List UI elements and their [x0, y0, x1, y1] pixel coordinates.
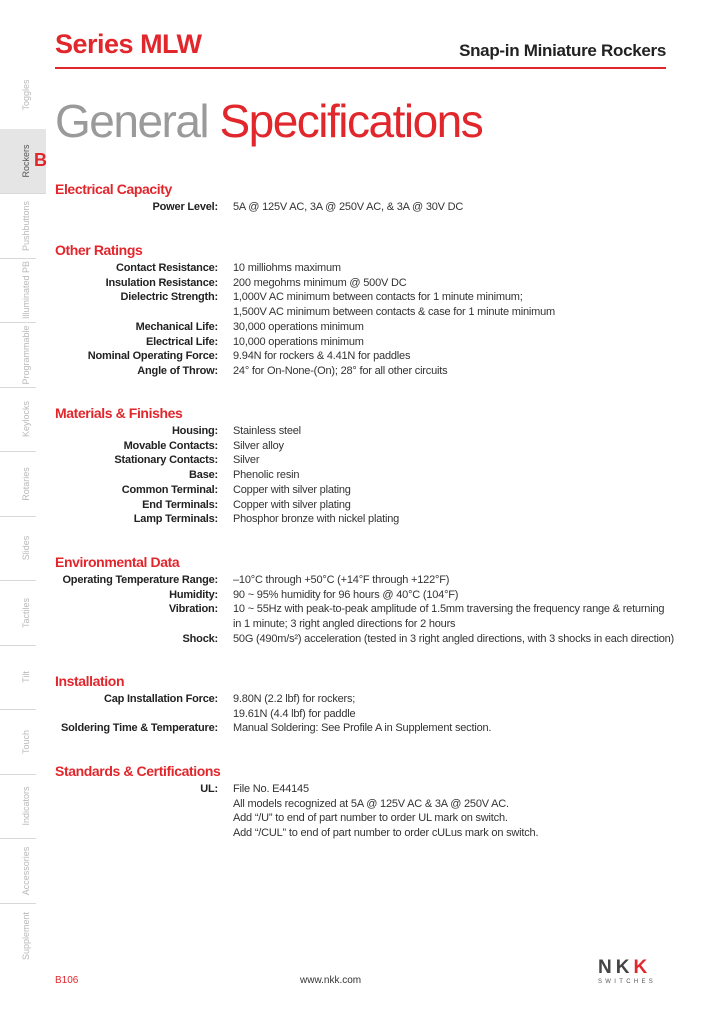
spec-key: Soldering Time & Temperature:: [61, 722, 218, 735]
spec-value: 90 ~ 95% humidity for 96 hours @ 40°C (104°F): [233, 588, 459, 601]
tab-label: Touch: [21, 729, 31, 754]
spec-key: Housing:: [171, 425, 218, 437]
spec-value: 10,000 operations minimum: [233, 335, 364, 348]
tab-label: Illuminated PB: [21, 260, 31, 320]
tab-label: Toggles: [21, 78, 31, 111]
spec-value: Phosphor bronze with nickel plating: [233, 513, 400, 526]
section-title: Standards & Certifications: [55, 763, 221, 779]
spec-value: 10 milliohms maximum: [233, 262, 341, 274]
spec-value: 200 megohms minimum @ 500V DC: [233, 276, 407, 289]
spec-row: [55, 468, 675, 483]
spec-value: Copper with silver plating: [233, 483, 351, 496]
spec-key: Insulation Resistance:: [105, 276, 218, 289]
spec-row: [55, 483, 675, 498]
spec-row: [55, 782, 675, 797]
tab-label: Keylocks: [21, 400, 31, 438]
spec-row: [55, 439, 675, 454]
spec-value: Add “/CUL” to end of part number to order cULus mark on switch.: [233, 827, 539, 840]
spec-value: 24° for On-None-(On); 28° for all other circuits: [233, 364, 448, 377]
section-electrical-capacity: [55, 180, 675, 215]
spec-key: Contact Resistance:: [116, 262, 218, 274]
spec-row: [55, 349, 675, 364]
tab-tactiles[interactable]: [0, 580, 36, 646]
section-standards-certifications: [55, 762, 675, 841]
spec-row: [55, 364, 675, 379]
spec-row: [55, 453, 675, 468]
spec-key: Vibration:: [168, 603, 218, 616]
spec-row: [55, 692, 675, 707]
spec-key: Angle of Throw:: [137, 364, 218, 377]
spec-key: Electrical Life:: [146, 335, 218, 348]
tab-rotaries[interactable]: [0, 451, 36, 517]
spec-key: Dielectric Strength:: [120, 291, 218, 304]
spec-value: File No. E44145: [233, 783, 309, 795]
page-title-specifications: Specifications: [219, 95, 483, 147]
spec-value: Phenolic resin: [233, 469, 300, 482]
spec-key: Mechanical Life:: [135, 320, 218, 333]
section-installation: [55, 672, 675, 736]
tab-label: Slides: [21, 535, 31, 561]
tab-label: Rotaries: [21, 466, 31, 501]
spec-value: 50G (490m/s²) acceleration (tested in 3 right angled directions, with 3 shocks in each direction): [233, 632, 674, 645]
website-link[interactable]: www.nkk.com: [300, 975, 362, 986]
spec-key: Operating Temperature Range:: [62, 574, 218, 586]
page-number: B106: [55, 975, 79, 986]
section-title: Electrical Capacity: [55, 181, 172, 197]
spec-key: Common Terminal:: [121, 483, 218, 496]
section-other-ratings: [55, 241, 675, 379]
spec-key: UL:: [200, 783, 218, 795]
tab-supplement[interactable]: [0, 903, 36, 969]
spec-row: [55, 424, 675, 439]
tab-label: Programmable: [21, 324, 31, 385]
tab-label: Tactiles: [21, 597, 31, 628]
spec-row: [55, 200, 675, 215]
spec-value: 10 ~ 55Hz with peak-to-peak amplitude of 1.5mm traversing the frequency range & returning: [233, 603, 665, 616]
spec-key: Cap Installation Force:: [104, 693, 218, 705]
spec-row: [55, 588, 675, 603]
spec-key: Lamp Terminals:: [133, 513, 218, 526]
tab-toggles[interactable]: [0, 60, 36, 130]
spec-row: [55, 261, 675, 276]
spec-row: [55, 512, 675, 527]
spec-key: End Terminals:: [142, 498, 218, 511]
spec-value: 30,000 operations minimum: [233, 320, 364, 333]
spec-value: Stainless steel: [233, 425, 301, 437]
page-title: [55, 94, 482, 148]
spec-value: in 1 minute; 3 right angled directions for 2 hours: [233, 618, 456, 631]
spec-value: 1,000V AC minimum between contacts for 1 minute minimum;: [233, 291, 523, 304]
section-materials-finishes: [55, 404, 675, 527]
section-title: Environmental Data: [55, 554, 180, 570]
tab-illuminated-pb[interactable]: [0, 258, 36, 323]
spec-row: [55, 632, 675, 647]
tab-label: Indicators: [21, 786, 31, 826]
section-title: Materials & Finishes: [55, 405, 183, 421]
spec-row: [55, 707, 675, 722]
spec-key: Base:: [189, 469, 218, 482]
tab-pushbuttons[interactable]: [0, 193, 36, 259]
spec-row: [55, 721, 675, 736]
logo-word-nk: NK: [598, 957, 634, 978]
tab-programmable[interactable]: [0, 322, 36, 388]
spec-value: 19.61N (4.4 lbf) for paddle: [233, 707, 356, 720]
tab-label: Rockers: [21, 144, 31, 178]
active-section-letter: B: [34, 150, 47, 170]
nkk-switches-logo: [598, 958, 666, 984]
spec-row: [55, 573, 675, 588]
tab-label: Pushbuttons: [21, 200, 31, 251]
section-environmental-data: [55, 553, 675, 647]
product-title: Snap-in Miniature Rockers: [459, 41, 666, 60]
header-rule: [55, 67, 666, 69]
tab-slides[interactable]: [0, 516, 36, 581]
tab-label: Supplement: [21, 911, 31, 961]
spec-value: All models recognized at 5A @ 125V AC & 3A @ 250V AC.: [233, 797, 509, 810]
spec-value: Copper with silver plating: [233, 498, 351, 511]
spec-key: Stationary Contacts:: [114, 454, 218, 467]
spec-value: 1,500V AC minimum between contacts & case for 1 minute minimum: [233, 306, 556, 319]
spec-value: Silver: [233, 454, 260, 467]
spec-row: [55, 320, 675, 335]
spec-row: [55, 602, 675, 617]
series-title: Series MLW: [55, 29, 202, 59]
page-title-general: General: [55, 95, 220, 147]
spec-key: Movable Contacts:: [123, 439, 218, 452]
spec-value: 5A @ 125V AC, 3A @ 250V AC, & 3A @ 30V DC: [233, 201, 464, 213]
spec-value: Add “/U” to end of part number to order UL mark on switch.: [233, 812, 508, 825]
spec-row: [55, 305, 675, 320]
tab-tilt[interactable]: [0, 645, 36, 710]
spec-row: [55, 811, 675, 826]
spec-row: [55, 335, 675, 350]
spec-value: Manual Soldering: See Profile A in Supplement section.: [233, 722, 492, 735]
tab-label: Tilt: [21, 671, 31, 683]
section-title: Installation: [55, 673, 125, 689]
spec-key: Nominal Operating Force:: [87, 350, 218, 363]
section-title: Other Ratings: [55, 242, 143, 258]
spec-value: Silver alloy: [233, 439, 284, 452]
tab-touch[interactable]: [0, 709, 36, 775]
tab-indicators[interactable]: [0, 774, 36, 839]
tab-label: Accessories: [21, 846, 31, 895]
logo-subtitle: SWITCHES: [598, 979, 657, 985]
spec-value: –10°C through +50°C (+14°F through +122°F): [233, 574, 450, 586]
spec-row: [55, 617, 675, 632]
spec-value: 9.94N for rockers & 4.41N for paddles: [233, 350, 411, 363]
spec-value: 9.80N (2.2 lbf) for rockers;: [233, 693, 356, 705]
tab-accessories[interactable]: [0, 838, 36, 904]
spec-row: [55, 498, 675, 513]
spec-key: Power Level:: [152, 201, 218, 213]
spec-row: [55, 797, 675, 812]
tab-keylocks[interactable]: [0, 387, 36, 452]
spec-row: [55, 826, 675, 841]
spec-key: Humidity:: [169, 588, 218, 601]
spec-row: [55, 276, 675, 291]
spec-key: Shock:: [182, 632, 218, 645]
logo-word-k: K: [633, 957, 652, 978]
spec-row: [55, 290, 675, 305]
page-header: [55, 27, 666, 67]
